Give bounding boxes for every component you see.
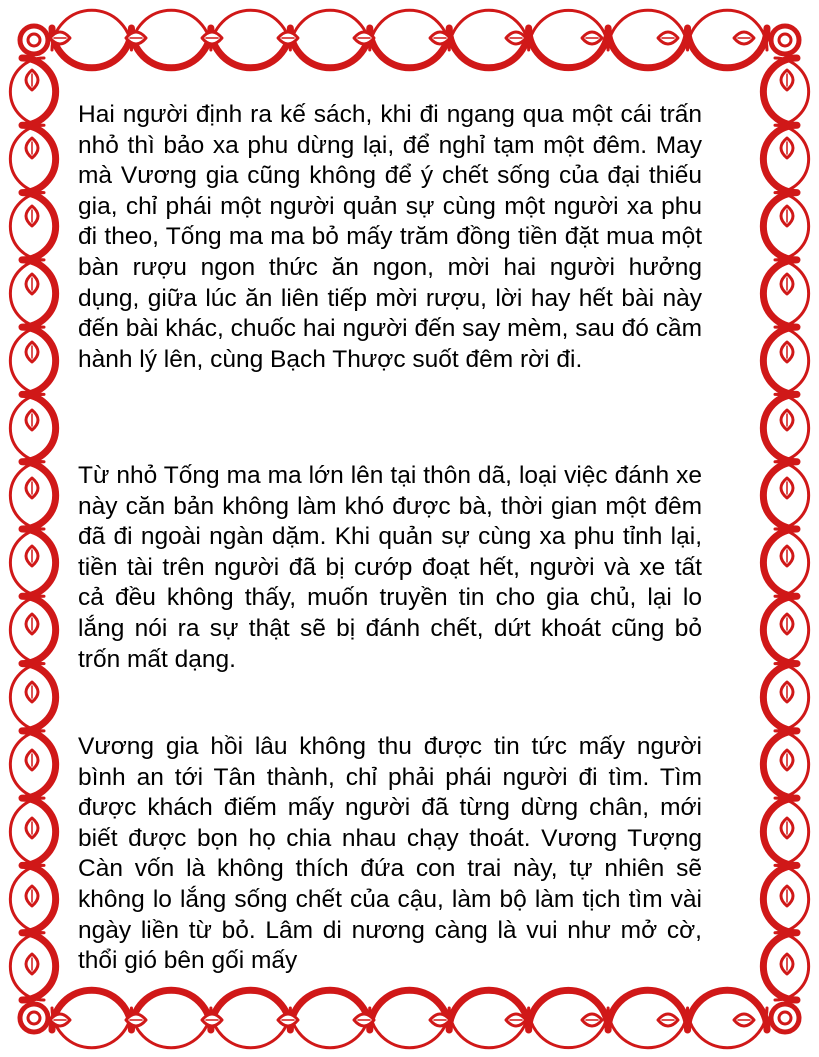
paragraph-3: Vương gia hồi lâu không thu được tin tức mấy người bình an tới Tân thành, chỉ phải phái người đi tìm. Tìm được khách điếm mấy người đã từng dừng chân, mới biết được bọn họ chia nhau chạy thoát. Vương Tượng Càn vốn là không thích đứa con trai này, tự nhiên sẽ không lo lắng sống chết của cậu, làm bộ làm tịch tìm vài ngày liền từ bỏ. Lâm di nương càng là vui như mở cờ, thổi gió bên gối mấy [78, 733, 702, 975]
paragraph-1: Hai người định ra kế sách, khi đi ngang qua một cái trấn nhỏ thì bảo xa phu dừng lại, để nghỉ tạm một đêm. May mà Vương gia cũng không để ý chết sống của đại thiếu gia, chỉ phái một người quản sự cùng một người xa phu đi theo, Tống ma ma bỏ mấy trăm đồng tiền đặt mua một bàn rượu ngon thức ăn ngon, mời hai người hưởng dụng, giữa lúc ăn liên tiếp mời rượu, lời hay hết bài này đến bài khác, chuốc hai người đến say mèm, sau đó cầm hành lý lên, cùng Bạch Thược suốt đêm rời đi. [78, 101, 702, 373]
paragraph-2: Từ nhỏ Tống ma ma lớn lên tại thôn dã, loại việc đánh xe này căn bản không làm khó được bà, thời gian một đêm đã đi ngoài ngàn dặm. Khi quản sự cùng xa phu tỉnh lại, tiền tài trên người đã bị cướp đoạt hết, người và xe tất cả đều không thấy, muốn truyền tin cho gia chủ, lại lo lắng nói ra sự thật sẽ bị đánh chết, dứt khoát cũng bỏ trốn mất dạng. [78, 462, 702, 673]
